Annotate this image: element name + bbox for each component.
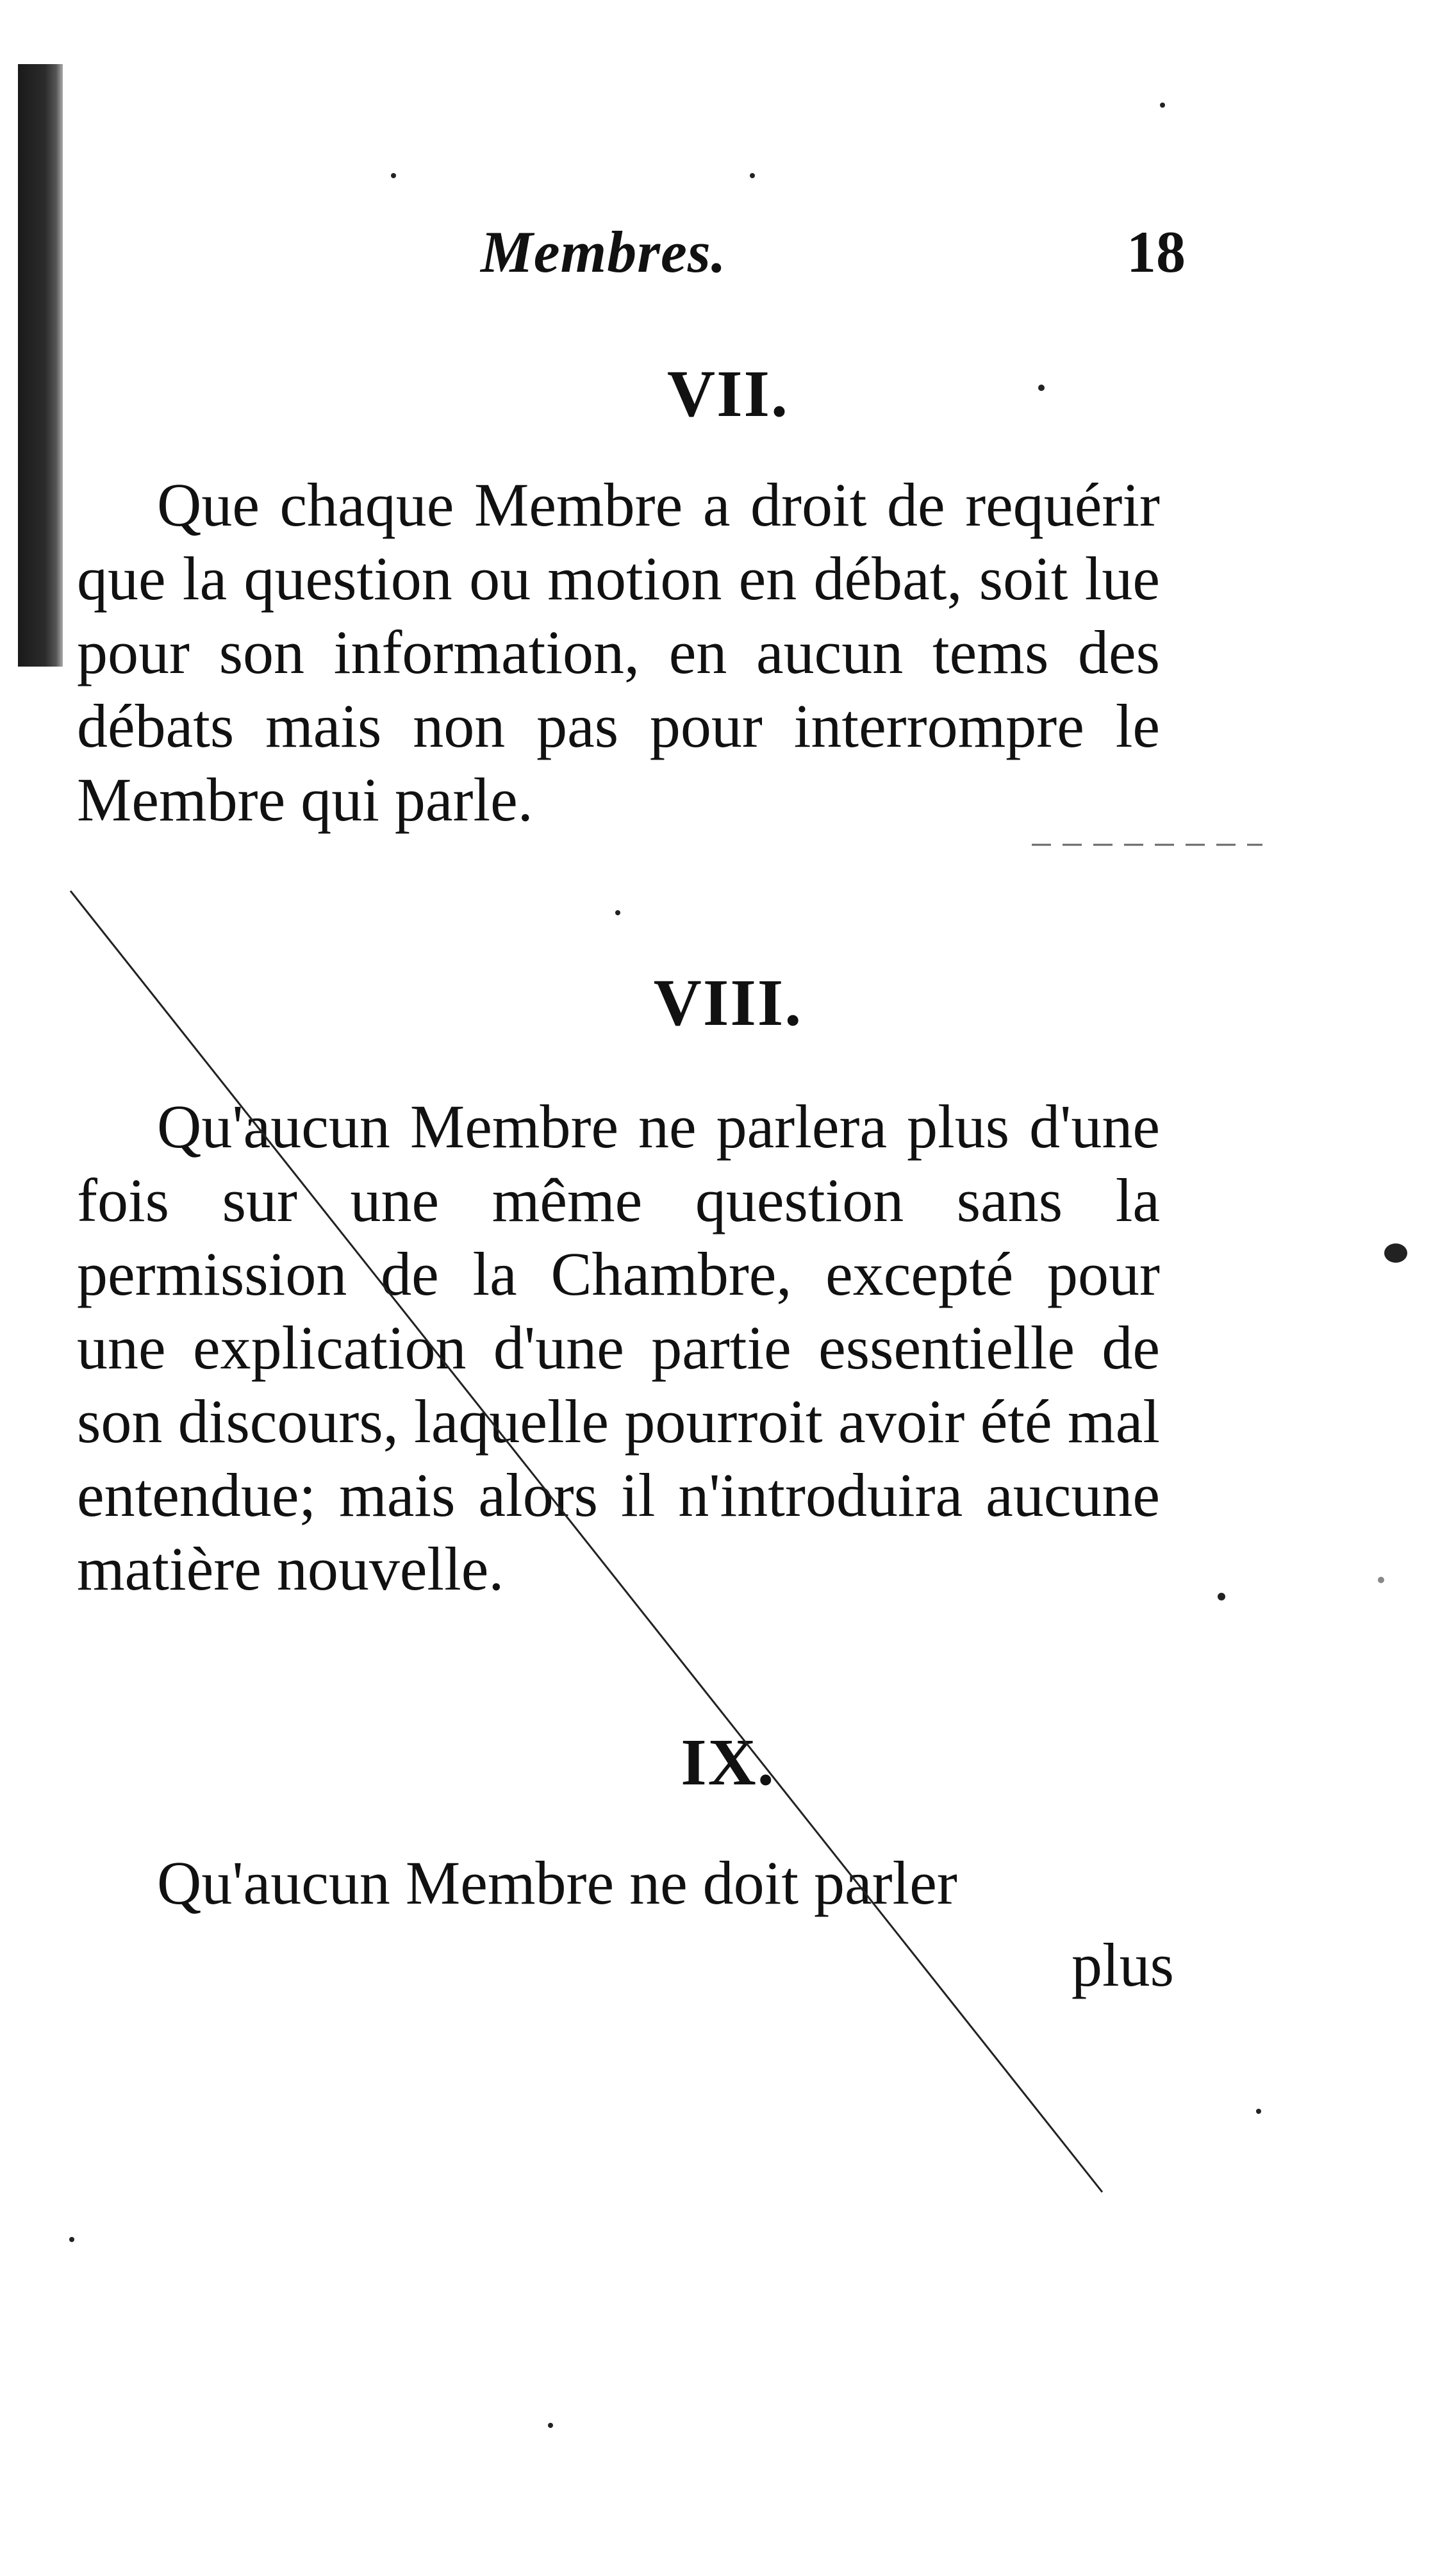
catchword: plus — [1071, 1931, 1174, 1999]
ink-speck — [1218, 1593, 1225, 1600]
ink-speck — [1378, 1577, 1384, 1583]
article-heading: VIII. — [653, 966, 803, 1040]
article-text: Que chaque Membre a droit de requérir que la question ou motion en débat, soit lue pour son information, en aucun tems des débats mais non pas pour interrompre le Membre qui parle. — [77, 470, 1160, 834]
article-heading: VII. — [666, 357, 790, 431]
ink-speck — [391, 173, 396, 178]
ink-speck — [750, 173, 755, 178]
ink-speck — [1256, 2109, 1261, 2114]
article-heading: IX. — [681, 1725, 775, 1799]
ink-speck — [615, 910, 620, 915]
article-text: Qu'aucun Membre ne doit parler — [157, 1849, 957, 1917]
ink-speck — [1384, 1243, 1407, 1263]
ink-speck — [1038, 385, 1045, 391]
ink-speck — [548, 2423, 553, 2428]
page-number: 18 — [1127, 219, 1186, 285]
ink-speck — [1160, 103, 1165, 108]
article-text: Qu'aucun Membre ne parlera plus d'une fois sur une même question sans la permission de la Chambre, excepté pour une explication d'une partie essentielle de son discours, laquelle pourroit avoir été mal entendue; mais alors il n'introduira aucune matière nouvelle. — [77, 1092, 1160, 1603]
ink-speck — [69, 2237, 74, 2242]
running-title: Membres. — [481, 219, 727, 285]
